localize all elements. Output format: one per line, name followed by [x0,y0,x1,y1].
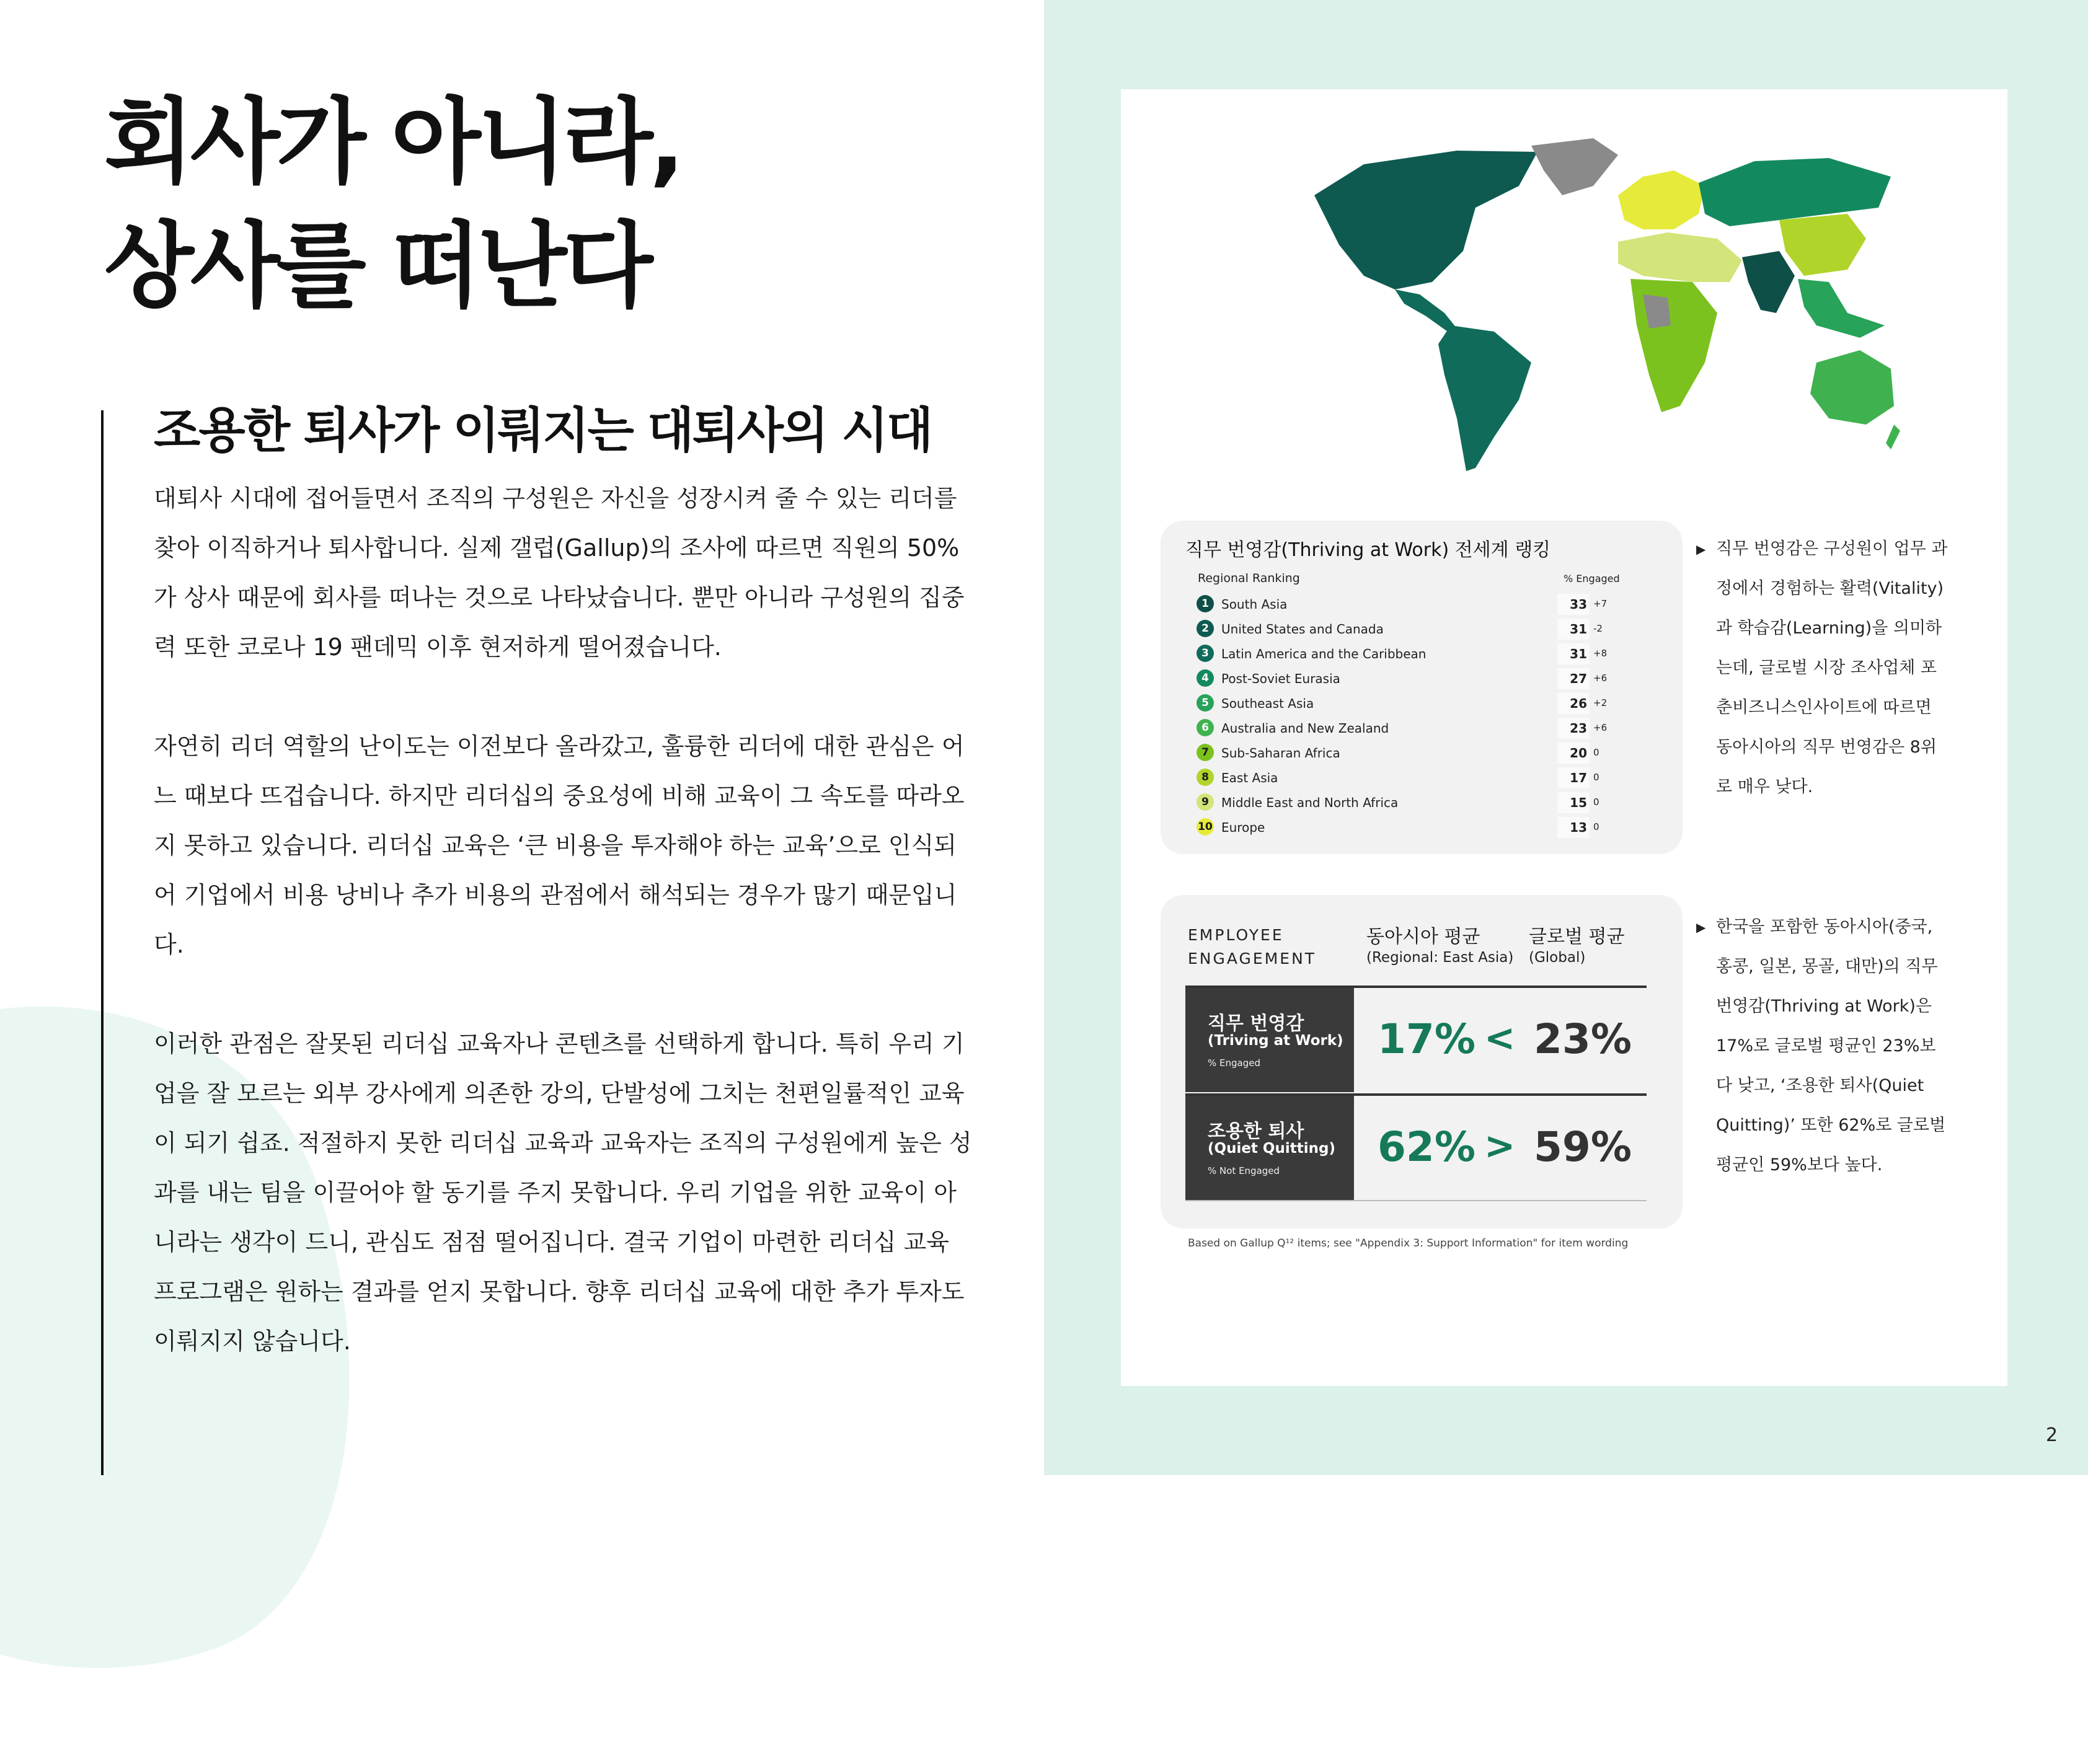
rank-change: 0 [1593,747,1599,758]
map-new-zealand [1886,425,1900,449]
note-thriving-text: 직무 번영감은 구성원이 업무 과정에서 경험하는 활력(Vitality)과 학습감(Learning)을 의미하는데, 글로벌 시장 조사업체 포춘비즈니스인사이트에 따르면 동아시아의 직무 번영감은 8위로 매우 낮다. [1716,539,1948,796]
map-south-america [1438,325,1531,471]
ranking-row [1197,817,1630,838]
map-europe [1618,170,1705,229]
rank-badge: 7 [1197,744,1214,761]
row-quitting-east-asia: 62% [1378,1123,1475,1171]
row-thriving-global: 23% [1534,1015,1632,1063]
paragraph-2: 자연히 리더 역할의 난이도는 이전보다 올라갔고, 훌륭한 리더에 대한 관심은 어느 때보다 뜨겁습니다. 하지만 리더십의 중요성에 비해 교육이 그 속도를 따라오지 못하고 있습니다. 리더십 교육은 ‘큰 비용을 투자해야 하는 교육’으로 인식되어 기업에서 비용 낭비나 추가 비용의 관점에서 해석되는 경우가 많기 때문입니다. [154,733,965,958]
rank-change: +6 [1593,673,1608,684]
rank-badge: 4 [1197,669,1214,687]
ranking-row [1197,767,1630,788]
row-quitting-subtitle: (Quiet Quitting) [1208,1140,1335,1157]
rank-region-name: Sub-Saharan Africa [1221,746,1340,761]
rank-value: 31 [1570,622,1587,637]
rank-value: 31 [1570,646,1587,661]
row-thriving-values [1354,988,1647,1092]
rank-value: 17 [1570,770,1587,785]
footnote: Based on Gallup Q¹² items; see "Appendix 3: Support Information" for item wording [1188,1237,1629,1250]
page-number: 2 [2046,1424,2058,1446]
rank-badge: 2 [1197,620,1214,637]
ranking-row [1197,718,1630,739]
rank-badge: 6 [1197,719,1214,736]
ranking-row [1197,668,1630,689]
ranking-row [1197,792,1630,813]
ranking-row [1197,743,1630,764]
table-bottom-rule [1185,1200,1647,1201]
rank-badge: 1 [1197,595,1214,612]
map-southeast-asia [1798,279,1885,338]
rank-value: 23 [1570,721,1587,736]
row-quitting-global: 59% [1534,1123,1632,1171]
rank-badge: 10 [1197,818,1214,836]
map-greenland [1531,138,1618,195]
ranking-row [1197,594,1630,615]
rank-region-name: Southeast Asia [1221,696,1314,711]
engagement-label-line-2: ENGAGEMENT [1188,950,1317,968]
engagement-card [1161,895,1683,1228]
note-east-asia-text: 한국을 포함한 동아시아(중국, 홍콩, 일본, 몽골, 대만)의 직무 번영감(Thriving at Work)은17%로 글로벌 평균인 23%보다 낮고, ‘조용한 퇴사(Quiet Quitting)’ 또한 62%로 글로벌 평균인 59%보다 높다. [1716,917,1946,1175]
page-title [104,81,681,329]
ranking-title: 직무 번영감(Thriving at Work) 전세계 랭킹 [1185,539,1551,561]
row-quitting-metric: % Not Engaged [1208,1165,1280,1176]
row-thriving-operator: < [1484,1017,1516,1060]
rank-region-name: Latin America and the Caribbean [1221,646,1427,661]
rank-change: 0 [1593,796,1599,808]
column-global-sub: (Global) [1529,950,1586,966]
body-text [154,474,978,1416]
ranking-row [1197,643,1630,664]
rank-change: +8 [1593,648,1608,659]
map-north-america [1314,151,1537,289]
vertical-rule [101,410,104,1475]
rank-badge: 5 [1197,694,1214,712]
page-title-line-1: 회사가 아니라, [104,89,681,196]
row-thriving-subtitle: (Triving at Work) [1208,1033,1343,1049]
rank-region-name: Europe [1221,820,1265,835]
rank-change: +7 [1593,598,1608,609]
ranking-column-engaged: % Engaged [1564,573,1620,584]
rank-region-name: Post-Soviet Eurasia [1221,671,1340,686]
bullet-triangle-icon: ▶ [1696,920,1706,935]
section-subtitle: 조용한 퇴사가 이뤄지는 대퇴사의 시대 [154,403,932,459]
rank-region-name: Australia and New Zealand [1221,721,1389,736]
rank-badge: 9 [1197,793,1214,811]
column-global: 글로벌 평균 [1529,926,1625,948]
rank-value: 15 [1570,795,1587,810]
rank-value: 33 [1570,597,1587,612]
row-thriving-title: 직무 번영감 [1208,1013,1304,1034]
ranking-card [1161,521,1683,854]
engagement-label-line-1: EMPLOYEE [1188,926,1284,944]
rank-change: +2 [1593,697,1608,708]
ranking-row [1197,693,1630,714]
rank-region-name: East Asia [1221,770,1278,785]
map-australia [1810,350,1894,425]
row-quitting-values [1354,1096,1647,1200]
row-quitting-label [1185,1096,1354,1200]
page-title-line-2: 상사를 떠난다 [104,213,650,320]
row-quitting-operator: > [1484,1124,1516,1168]
rank-badge: 3 [1197,645,1214,662]
row-thriving-east-asia: 17% [1378,1015,1475,1063]
rank-change: -2 [1593,623,1603,634]
rank-value: 27 [1570,671,1587,686]
rank-badge: 8 [1197,769,1214,786]
world-map-illustration [1271,127,1903,480]
map-central-america [1395,289,1457,332]
rank-change: 0 [1593,821,1599,832]
map-south-asia [1742,251,1795,313]
map-post-soviet [1699,158,1891,226]
ranking-row [1197,619,1630,640]
rank-region-name: Middle East and North Africa [1221,795,1399,810]
map-mena [1618,232,1742,282]
rank-region-name: South Asia [1221,597,1288,612]
engagement-label [1188,924,1316,971]
rank-value: 13 [1570,820,1587,835]
map-sub-saharan-africa [1630,279,1717,412]
rank-change: 0 [1593,772,1599,783]
paragraph-3: 이러한 관점은 잘못된 리더십 교육자나 콘텐츠를 선택하게 합니다. 특히 우리 기업을 잘 모르는 외부 강사에게 의존한 강의, 단발성에 그치는 천편일률적인 교육이 되기 쉽죠. 적절하지 못한 리더십 교육과 교육자는 조직의 구성원에게 높은 성과를 내는 팀을 이끌어야 할 동기를 주지 못합니다. 우리 기업을 위한 교육이 아니라는 생각이 드니, 관심도 점점 떨어집니다. 결국 기업이 마련한 리더십 교육 프로그램은 원하는 결과를 얻지 못합니다. 향후 리더십 교육에 대한 추가 투자도 이뤄지지 않습니다. [154,1030,972,1355]
note-east-asia [1696,907,1950,1185]
bullet-triangle-icon: ▶ [1696,542,1706,557]
column-east-asia: 동아시아 평균 [1366,926,1480,948]
row-thriving-metric: % Engaged [1208,1057,1260,1069]
rank-change: +6 [1593,722,1608,733]
row-quitting-title: 조용한 퇴사 [1208,1121,1304,1142]
map-east-asia [1779,214,1866,276]
paragraph-1: 대퇴사 시대에 접어들면서 조직의 구성원은 자신을 성장시켜 줄 수 있는 리더를 찾아 이직하거나 퇴사합니다. 실제 갤럽(Gallup)의 조사에 따르면 직원의 50%가 상사 때문에 회사를 떠나는 것으로 나타났습니다. 뿐만 아니라 구성원의 집중력 또한 코로나 19 팬데믹 이후 현저하게 떨어졌습니다. [154,485,965,661]
row-thriving-label [1185,988,1354,1092]
note-thriving [1696,529,1950,807]
ranking-column-region: Regional Ranking [1198,571,1300,585]
rank-value: 26 [1570,696,1587,711]
column-east-asia-sub: (Regional: East Asia) [1366,950,1514,966]
rank-value: 20 [1570,746,1587,761]
rank-region-name: United States and Canada [1221,622,1384,637]
